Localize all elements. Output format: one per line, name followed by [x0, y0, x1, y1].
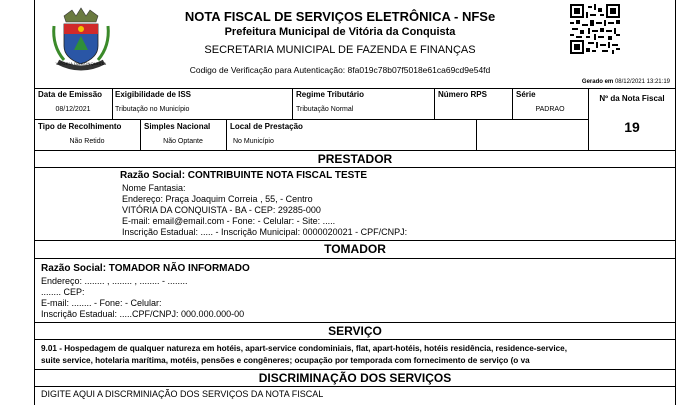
generated-at: Gerado em 08/12/2021 13:21:19 [581, 79, 670, 85]
regime-value: Tributação Normal [296, 106, 354, 113]
data-emissao-label: Data de Emissão [38, 90, 103, 99]
serie-value: PADRAO [535, 106, 565, 113]
seal-caption: VITÓRIA DA CONQUISTA [55, 61, 107, 66]
qr-code-icon [570, 4, 620, 54]
tomador-inscricao: Inscrição Estadual: .....CPF/CNPJ: 000.000.000-00 [41, 309, 245, 319]
tomador-heading: TOMADOR [324, 242, 386, 256]
servico-line-1: 9.01 - Hospedagem de qualquer natureza em hotéis, apart-service condominiais, flat, apart-hotéis, hotéis residência, residence-service, [41, 344, 567, 353]
simples-label: Simples Nacional [144, 122, 211, 131]
secretaria-name: SECRETARIA MUNICIPAL DE FAZENDA E FINANÇAS [204, 44, 476, 56]
tomador-endereco: Endereço: ........ , ........ , ........ - ........ [41, 276, 188, 286]
numero-nf-value: 19 [624, 119, 640, 135]
prestador-endereco: Endereço: Praça Joaquim Correia , 55, - Centro [122, 194, 313, 204]
tomador-razao: Razão Social: TOMADOR NÃO INFORMADO [41, 263, 250, 274]
local-label: Local de Prestação [230, 122, 303, 131]
prestador-inscricao: Inscrição Estadual: ..... - Inscrição Municipal: 0000020021 - CPF/CNPJ: [122, 227, 408, 237]
servico-line-2: suite service, hotelaria marítima, motéis, pensões e congêneres; ocupação por temporada com fornecimento de serviço (o va [41, 356, 530, 365]
tipo-recolhimento-value: Não Retido [69, 138, 105, 145]
servico-heading: SERVIÇO [328, 324, 382, 338]
prestador-heading: PRESTADOR [317, 152, 393, 166]
tomador-contato: E-mail: ........ - Fone: - Celular: [41, 298, 162, 308]
prestador-fantasia: Nome Fantasia: [122, 183, 186, 193]
serie-label: Série [516, 90, 536, 99]
local-value: No Município [233, 138, 274, 145]
numero-nf-label: Nº da Nota Fiscal [599, 94, 665, 103]
prestador-cidade: VITÓRIA DA CONQUISTA - BA - CEP: 29285-000 [122, 205, 321, 215]
discriminacao-text: DIGITE AQUI A DISCRMINIAÇÃO DOS SERVIÇOS DA NOTA FISCAL [41, 389, 324, 399]
exigibilidade-value: Tributação no Município [115, 106, 190, 113]
prestador-razao: Razão Social: CONTRIBUINTE NOTA FISCAL TESTE [120, 170, 368, 181]
regime-label: Regime Tributário [296, 90, 365, 99]
simples-value: Não Optante [163, 138, 203, 145]
prefeitura-name: Prefeitura Municipal de Vitória da Conquista [224, 26, 456, 38]
numero-rps-label: Número RPS [438, 90, 487, 99]
discriminacao-heading: DISCRIMINAÇÃO DOS SERVIÇOS [258, 371, 452, 385]
prestador-contato: E-mail: email@email.com - Fone: - Celular: - Site: ..... [122, 216, 336, 226]
tipo-recolhimento-label: Tipo de Recolhimento [38, 122, 122, 131]
document-title: NOTA FISCAL DE SERVIÇOS ELETRÔNICA - NFSe [184, 9, 496, 24]
exigibilidade-label: Exigibilidade de ISS [115, 90, 192, 99]
verification-code: Codigo de Verificação para Autenticação: 8fa019c78b07f5018e61ca69cd9e54fd [189, 65, 491, 75]
data-emissao-value: 08/12/2021 [55, 106, 91, 113]
tomador-cep: ........ CEP: [41, 287, 85, 297]
